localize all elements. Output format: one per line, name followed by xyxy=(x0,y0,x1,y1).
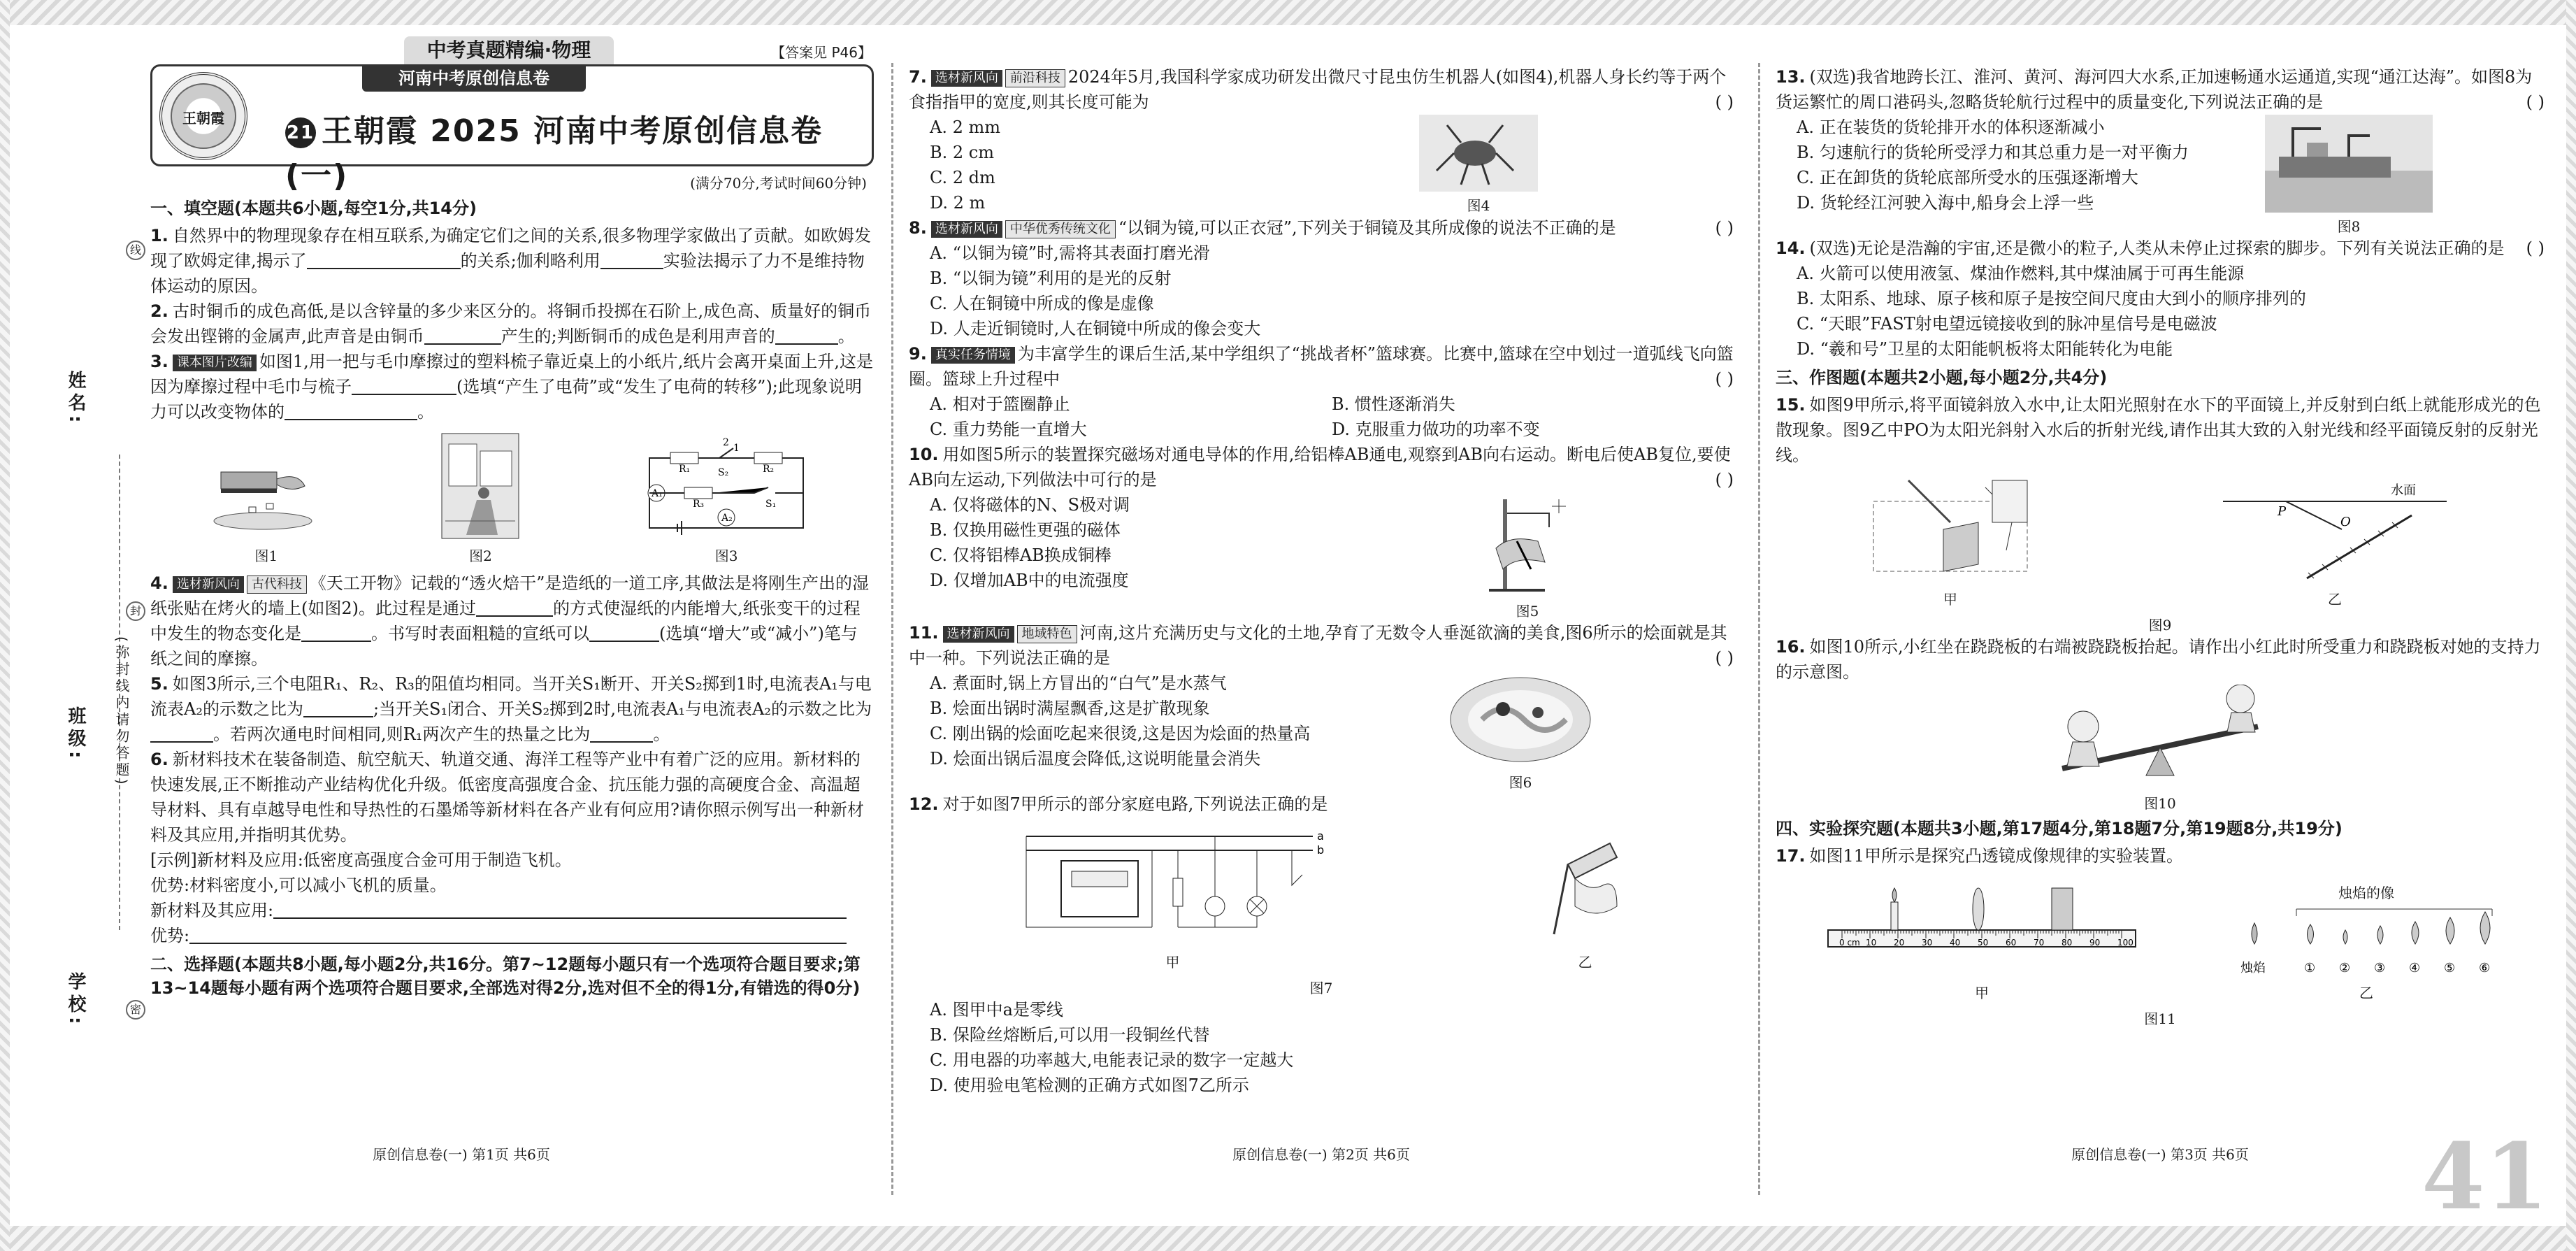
option-c: C. 用电器的功率越大,电能表记录的数字一定越大 xyxy=(930,1050,1294,1070)
option-d: D. “羲和号”卫星的太阳能帆板将太阳能转化为电能 xyxy=(1797,339,2173,359)
figure-caption: 图5 xyxy=(1516,603,1539,620)
figure-5 xyxy=(1475,492,1580,620)
figure-2 xyxy=(438,430,522,565)
ruler-label: 20 xyxy=(1894,938,1905,948)
answer-line[interactable] xyxy=(189,926,847,944)
figure-7-caption: 图7 xyxy=(1309,980,1333,996)
flame-image-icon xyxy=(2377,926,2383,944)
flame-label: 烛焰 xyxy=(2240,961,2266,975)
answer-blank[interactable] xyxy=(307,251,461,269)
answer-blank[interactable] xyxy=(600,251,663,269)
figure-4 xyxy=(1419,115,1538,215)
flame-image-icon xyxy=(2446,917,2454,944)
question-15: 15. 如图9甲所示,将平面镜斜放入水中,让太阳光照射在水下的平面镜上,并反射到白纸上就能形成光的色散现象。图9乙中PO为太阳光斜射入水后的折射光线,请作出其大致的入射光线和经平面镜反射的反射光线。 xyxy=(1776,395,2541,465)
option-b: B. 2 cm xyxy=(930,143,994,162)
answer-blank[interactable] xyxy=(476,599,553,617)
answer-line[interactable] xyxy=(273,901,847,919)
question-tag: 选材新风向 xyxy=(943,626,1014,643)
answer-blank[interactable] xyxy=(775,327,838,345)
answer-reference: 【答案见 P46】 xyxy=(771,44,872,61)
ruler-label: 100 xyxy=(2117,938,2134,948)
option-a: A. “以铜为镜”时,需将其表面打磨光滑 xyxy=(930,243,1210,263)
figure-caption: 乙 xyxy=(2328,591,2342,608)
left-border xyxy=(0,0,10,1251)
figure-caption: 图6 xyxy=(1509,774,1532,791)
figure-6 xyxy=(1447,671,1594,792)
question-8: 8. 选材新风向 中华优秀传统文化 “以铜为镜,可以正衣冠”,下列关于铜镜及其所成像的说法不正确的是 ( ) xyxy=(909,215,1734,241)
figure-caption: 图4 xyxy=(1467,197,1490,214)
exam-title: 21 王朝霞 2025 河南中考原创信息卷(一) xyxy=(285,113,823,194)
flame-number: ⑥ xyxy=(2479,961,2491,975)
question-6: 6. 新材料技术在装备制造、航空航天、轨道交通、海洋工程等产业中有着广泛的应用。新材料的快速发展,正不断推动产业结构优化升级。低密度高强度合金、抗压能力强的高硬度合金、高温超导材料、具有卓越导电性和导热性的石墨烯等新材料在各产业有何应用?请你照示例写出一种新材料及其应用,并指明其优势。 xyxy=(150,750,864,845)
question-tag: 选材新风向 xyxy=(931,70,1002,87)
candle-flame-icon xyxy=(2252,923,2257,944)
svg-text:R₁: R₁ xyxy=(679,464,691,475)
figure-1 xyxy=(207,451,326,565)
question-tag: 真实任务情境 xyxy=(931,347,1015,364)
option-a: A. 正在装货的货轮排开水的体积逐渐减小 xyxy=(1797,117,2105,137)
option-a: A. 煮面时,锅上方冒出的“白气”是水蒸气 xyxy=(930,673,1227,693)
exam-number: 21 xyxy=(285,117,316,148)
option-b: B. 烩面出锅时满屋飘香,这是扩散现象 xyxy=(930,699,1210,718)
figure-7 xyxy=(909,822,1734,971)
flame-number: ③ xyxy=(2374,961,2386,975)
answer-parenthesis[interactable]: ( ) xyxy=(2526,238,2545,258)
option-b: B. 惯性逐渐消失 xyxy=(1332,394,1455,414)
figure-7b xyxy=(1540,836,1631,971)
option-a: A. 仅将磁体的N、S极对调 xyxy=(930,495,1130,515)
option-a: A. 图甲中a是零线 xyxy=(930,1000,1063,1020)
question-12: 12. 对于如图7甲所示的部分家庭电路,下列说法正确的是 xyxy=(909,794,1328,814)
figure-3 xyxy=(635,437,817,565)
figure-11b xyxy=(2233,882,2499,1002)
section-experiment: 四、实验探究题(本题共3小题,第17题4分,第18题7分,第19题8分,共19分) xyxy=(1776,819,2343,838)
question-10: 10. 用如图5所示的装置探究磁场对通电导体的作用,给铝棒AB通电,观察到AB向右运动。断电后使AB复位,要使AB向左运动,下列做法中可行的是 ( ) xyxy=(909,442,1734,492)
figures-1-3 xyxy=(150,430,874,565)
flame-number: ② xyxy=(2339,961,2351,975)
figure-9-caption: 图9 xyxy=(2148,617,2172,634)
question-tag: 课本图片改编 xyxy=(173,355,257,371)
answer-blank[interactable] xyxy=(285,402,417,420)
figure-7a xyxy=(1012,822,1334,971)
question-tag: 前沿科技 xyxy=(1005,69,1065,87)
question-10-body xyxy=(909,492,1734,620)
figure-caption: 甲 xyxy=(1943,591,1957,608)
ruler-label: 30 xyxy=(1922,938,1933,948)
option-d: D. 烩面出锅后温度会降低,这说明能量会消失 xyxy=(930,749,1261,769)
name-label: 姓名: xyxy=(65,371,86,427)
figure-9a xyxy=(1866,473,2034,608)
svg-text:1: 1 xyxy=(733,443,740,454)
option-a: A. 相对于篮圈静止 xyxy=(930,394,1070,414)
option-c: C. 仅将铝棒AB换成铜棒 xyxy=(930,545,1111,565)
question-tag: 选材新风向 xyxy=(931,221,1002,238)
svg-text:2: 2 xyxy=(723,437,730,448)
option-d: D. 仅增加AB中的电流强度 xyxy=(930,571,1129,590)
bottom-border xyxy=(0,1226,2576,1251)
point-p-label: P xyxy=(2278,504,2287,519)
flame-number: ④ xyxy=(2409,961,2421,975)
figure-11 xyxy=(1776,874,2545,1002)
answer-parenthesis[interactable]: ( ) xyxy=(2526,92,2545,112)
figure-9b xyxy=(2216,473,2454,608)
option-c: C. 重力势能一直增大 xyxy=(930,420,1087,439)
page-footer: 原创信息卷(一) 第1页 共6页 xyxy=(373,1146,550,1163)
question-3: 3. 课本图片改编 如图1,用一把与毛巾摩擦过的塑料梳子靠近桌上的小纸片,纸片会离开桌面上升,这是因为摩擦过程中毛巾与梳子 (选填“产生了电荷”或“发生了电荷的转移”);此现象说明力可以改变物体的 。 xyxy=(150,352,873,422)
option-c: C. 刚出锅的烩面吃起来很烫,这是因为烩面的热量高 xyxy=(930,724,1311,743)
question-2: 2. 古时铜币的成色高低,是以含锌量的多少来区分的。将铜币投掷在石阶上,成色高、质量好的铜币会发出铿锵的金属声,此声音是由铜币 产生的;判断铜币的成色是利用声音的 。 xyxy=(150,301,872,346)
figure-caption: 图8 xyxy=(2337,218,2361,235)
seal-note: (弥封线内请勿答题) xyxy=(113,636,130,787)
wire-a-label: a xyxy=(1316,829,1324,843)
option-c: C. “天眼”FAST射电望远镜接收到的脉冲星信号是电磁波 xyxy=(1797,314,2217,334)
answer-parenthesis[interactable]: ( ) xyxy=(1715,92,1734,112)
option-d: D. 克服重力做功的功率不变 xyxy=(1332,420,1540,439)
figure-caption: 图2 xyxy=(469,548,492,564)
flame-number: ⑤ xyxy=(2444,961,2456,975)
answer-parenthesis[interactable]: ( ) xyxy=(1715,470,1734,489)
answer-blank[interactable] xyxy=(424,327,501,345)
answer-blank[interactable] xyxy=(589,624,659,642)
figure-caption: 甲 xyxy=(1975,985,1989,1001)
option-c: C. 人在铜镜中所成的像是虚像 xyxy=(930,294,1154,313)
option-d: D. 货轮经江河驶入海中,船身会上浮一些 xyxy=(1797,193,2094,213)
flame-image-title: 烛焰的像 xyxy=(2338,885,2394,901)
logo-text: 王朝霞 xyxy=(182,110,224,127)
question-6-answer-line-1: 新材料及其应用: xyxy=(150,898,874,923)
seal-mark-xian: 线 xyxy=(126,241,145,260)
ruler-label: 40 xyxy=(1950,938,1961,948)
right-border xyxy=(2566,0,2576,1251)
question-6-example-2: 优势:材料密度小,可以减小飞机的质量。 xyxy=(150,875,447,895)
question-9-options xyxy=(930,392,1734,442)
flame-image-icon xyxy=(2308,924,2314,944)
question-6-example: [示例]新材料及应用:低密度高强度合金可用于制造飞机。 xyxy=(150,850,572,870)
option-b: B. 保险丝熔断后,可以用一段铜丝代替 xyxy=(930,1025,1210,1045)
flame-number: ① xyxy=(2304,961,2316,975)
answer-parenthesis[interactable]: ( ) xyxy=(1715,369,1734,389)
figure-8 xyxy=(2265,115,2433,236)
section-drawing: 三、作图题(本题共2小题,每小题2分,共4分) xyxy=(1776,368,2108,387)
question-tag: 地域特色 xyxy=(1017,625,1077,643)
ruler-label: 0 cm xyxy=(1839,938,1860,948)
seal-mark-feng: 封 xyxy=(126,601,145,621)
ruler-label: 10 xyxy=(1866,938,1877,948)
page-footer: 原创信息卷(一) 第3页 共6页 xyxy=(2071,1146,2249,1163)
flame-image-icon xyxy=(2480,912,2490,944)
flame-image-icon xyxy=(2412,922,2419,944)
svg-text:R₃: R₃ xyxy=(693,499,705,510)
figure-11-caption: 图11 xyxy=(2144,1010,2176,1027)
page-divider xyxy=(1758,63,1760,1195)
question-tag: 古代科技 xyxy=(247,576,307,594)
seal-mark-mi: 密 xyxy=(126,1000,145,1020)
figure-caption: 图3 xyxy=(714,548,738,564)
score-note: (满分70分,考试时间60分钟) xyxy=(690,175,867,192)
question-6-answer-line-2: 优势: xyxy=(150,923,874,948)
page-3 xyxy=(1776,64,2545,1176)
answer-blank[interactable] xyxy=(301,624,371,642)
figure-caption: 图10 xyxy=(2144,795,2176,812)
figure-11a xyxy=(1821,874,2143,1002)
option-a: A. 2 mm xyxy=(930,117,1001,137)
svg-text:S₂: S₂ xyxy=(718,467,729,478)
ruler-label: 60 xyxy=(2006,938,2017,948)
svg-text:S₁: S₁ xyxy=(765,499,777,510)
header-tag: 河南中考原创信息卷 xyxy=(362,65,586,92)
page-footer: 原创信息卷(一) 第2页 共6页 xyxy=(1232,1146,1410,1163)
question-17: 17. 如图11甲所示是探究凸透镜成像规律的实验装置。 xyxy=(1776,846,2184,866)
page3-content xyxy=(1776,64,2545,1028)
answer-parenthesis[interactable]: ( ) xyxy=(1715,648,1734,668)
question-5: 5. 如图3所示,三个电阻R₁、R₂、R₃的阻值均相同。当开关S₁断开、开关S₂掷到1时,电流表A₁与电流表A₂的示数之比为 ;当开关S₁闭合、开关S₂掷到2时,电流表A₁与电流表A₂的示数之比为。若两次通电时间相同,则R₁两次产生的热量之比为 。 xyxy=(150,674,872,744)
point-o-label: O xyxy=(2340,515,2351,529)
answer-blank[interactable] xyxy=(303,699,373,717)
figure-9 xyxy=(1776,473,2545,608)
top-border xyxy=(0,0,2576,25)
section-choice: 二、选择题(本题共8小题,每小题2分,共16分。第7~12题每小题只有一个选项符合题目要求;第13~14题每小题有两个选项符合题目要求,全部选对得2分,选对但不全的得1分,有错选的得0分) xyxy=(150,955,861,998)
answer-blank[interactable] xyxy=(352,377,456,395)
page1-content xyxy=(150,196,874,1000)
figure-caption: 乙 xyxy=(2359,985,2373,1001)
flame-image-icon xyxy=(2343,930,2347,944)
answer-blank[interactable] xyxy=(150,724,213,743)
option-a: A. 火箭可以使用液氢、煤油作燃料,其中煤油属于可再生能源 xyxy=(1797,264,2245,283)
section-fill-blank: 一、填空题(本题共6小题,每空1分,共14分) xyxy=(150,199,477,218)
question-11: 11. 选材新风向 地域特色 河南,这片充满历史与文化的土地,孕育了无数令人垂涎欲滴的美食,图6所示的烩面就是其中一种。下列说法正确的是 ( ) xyxy=(909,620,1734,671)
question-11-body xyxy=(909,671,1734,792)
option-b: B. “以铜为镜”利用的是光的反射 xyxy=(930,269,1172,288)
page-2 xyxy=(909,64,1734,1176)
option-c: C. 2 dm xyxy=(930,168,995,187)
book-title-tab: 中考真题精编·物理 xyxy=(404,36,614,64)
question-7: 7. 选材新风向 前沿科技 2024年5月,我国科学家成功研发出微尺寸昆虫仿生机器人(如图4),机器人身长约等于两个食指指甲的宽度,则其长度可能为 ( ) xyxy=(909,64,1734,115)
question-13: 13. (双选)我省地跨长江、淮河、黄河、海河四大水系,正加速畅通水运通道,实现“通江达海”。如图8为货运繁忙的周口港码头,忽略货轮航行过程中的质量变化,下列说法正确的是 ( ) xyxy=(1776,64,2545,115)
ruler-label: 70 xyxy=(2034,938,2045,948)
option-b: B. 仅换用磁性更强的磁体 xyxy=(930,520,1121,540)
ruler-label: 50 xyxy=(1978,938,1989,948)
answer-blank[interactable] xyxy=(590,724,653,743)
figure-10 xyxy=(1776,685,2545,813)
question-9: 9. 真实任务情境 为丰富学生的课后生活,某中学组织了“挑战者杯”篮球赛。比赛中,篮球在空中划过一道弧线飞向篮圈。篮球上升过程中 ( ) xyxy=(909,341,1734,392)
question-13-body xyxy=(1776,115,2545,236)
option-d: D. 使用验电笔检测的正确方式如图7乙所示 xyxy=(930,1075,1249,1095)
figure-caption: 图1 xyxy=(254,548,278,564)
option-d: D. 人走近铜镜时,人在铜镜中所成的像会变大 xyxy=(930,319,1261,338)
figure-caption: 乙 xyxy=(1578,954,1592,971)
question-tag: 中华优秀传统文化 xyxy=(1005,220,1116,238)
question-14: 14. (双选)无论是浩瀚的宇宙,还是微小的粒子,人类从未停止过探索的脚步。下列有关说法正确的是 ( ) xyxy=(1776,236,2545,261)
figure-caption: 甲 xyxy=(1165,954,1180,971)
question-16: 16. 如图10所示,小红坐在跷跷板的右端被跷跷板抬起。请作出小红此时所受重力和跷跷板对她的支持力的示意图。 xyxy=(1776,637,2541,682)
question-tag: 选材新风向 xyxy=(173,576,244,593)
question-1: 1. 自然界中的物理现象存在相互联系,为确定它们之间的关系,很多物理学家做出了贡献。如欧姆发现了欧姆定律,揭示了 的关系;伽利略利用 实验法揭示了力不是维持物体运动的原因。 xyxy=(150,226,872,296)
wire-b-label: b xyxy=(1316,843,1324,857)
question-7-body xyxy=(909,115,1734,215)
page-divider xyxy=(891,63,893,1195)
book-page-number: 41 xyxy=(2422,1123,2548,1230)
option-b: B. 匀速航行的货轮所受浮力和其总重力是一对平衡力 xyxy=(1797,143,2189,162)
ruler-label: 90 xyxy=(2089,938,2101,948)
school-label: 学校: xyxy=(65,972,86,1029)
page2-content xyxy=(909,64,1734,1098)
class-label: 班级: xyxy=(65,706,86,763)
option-c: C. 正在卸货的货轮底部所受水的压强逐渐增大 xyxy=(1797,168,2138,187)
question-4: 4. 选材新风向 古代科技 《天工开物》记载的“透火焙干”是造纸的一道工序,其做法是将刚生产出的湿纸张贴在烤火的墙上(如图2)。此过程是通过 的方式使湿纸的内能增大,纸张变干的过程中发生的物态变化是 。书写时表面粗糙的宣纸可以 (选填“增大”或“减小”)笔与纸之间的摩擦。 xyxy=(150,573,869,669)
option-d: D. 2 m xyxy=(930,193,986,213)
answer-parenthesis[interactable]: ( ) xyxy=(1715,218,1734,238)
water-surface-label: 水面 xyxy=(2391,483,2416,498)
svg-text:A₂: A₂ xyxy=(721,513,733,524)
publisher-logo xyxy=(159,72,247,160)
ruler-label: 80 xyxy=(2061,938,2073,948)
option-b: B. 太阳系、地球、原子核和原子是按空间尺度由大到小的顺序排列的 xyxy=(1797,289,2306,308)
svg-text:R₂: R₂ xyxy=(763,464,775,475)
